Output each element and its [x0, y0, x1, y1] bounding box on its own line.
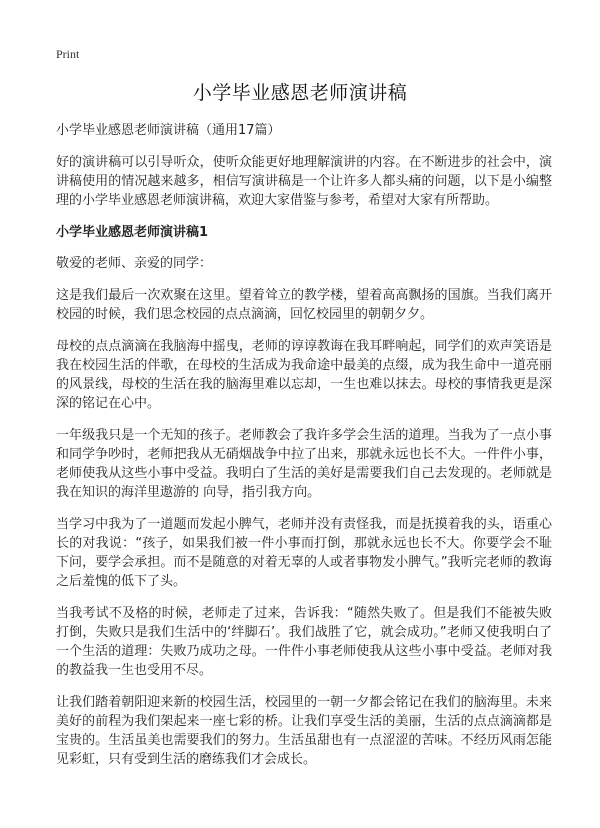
greeting: 敬爱的老师、亲爱的同学：	[56, 256, 213, 271]
section-heading: 小学毕业感恩老师演讲稿1	[56, 225, 209, 240]
body-paragraph: 让我们踏着朝阳迎来新的校园生活，校园里的一朝一夕都会铭记在我们的脑海里。未来美好的前程为我们架起来一座七彩的桥。让我们享受生活的美丽，生活的点点滴滴都是宝贵的。生活虽美也需要我们的努力。生活虽甜也有一点涩涩的苦味。不经历风雨怎能见彩虹，只有受到生活的磨练我们才会成长。	[56, 695, 552, 767]
body-paragraph: 母校的点点滴滴在我脑海中摇曳，老师的谆谆教诲在我耳畔响起，同学们的欢声笑语是我在校园生活的伴歌，在母校的生活成为我命途中最美的点缀，成为我生命中一道亮丽的风景线，母校的生活在我的脑海里难以忘却，一生也难以抹去。母校的事情我更是深深的铭记在心中。	[56, 339, 552, 411]
body-paragraph: 当我考试不及格的时候，老师走了过来，告诉我：“随然失败了。但是我们不能被失败打倒，失败只是我们生活中的‘绊脚石’。我们战胜了它，就会成功。”老师又使我明白了一个生活的道理：失败乃成功之母。一件件小事老师使我从这些小事中受益。老师对我的教益我一生也受用不尽。	[56, 606, 552, 678]
page-title: 小学毕业感恩老师演讲稿	[192, 82, 408, 104]
print-link[interactable]: Print	[56, 47, 80, 61]
body-paragraph: 一年级我只是一个无知的孩子。老师教会了我许多学会生活的道理。当我为了一点小事和同学争吵时，老师把我从无硝烟战争中拉了出来，那就永远也长不大。一件件小事，老师使我从这些小事中受益。我明白了生活的美好是需要我们自己去发现的。老师就是我在知识的海洋里遨游的 向导，指引我方向。	[56, 428, 552, 500]
document-subtitle: 小学毕业感恩老师演讲稿（通用17篇）	[56, 123, 281, 138]
body-paragraph: 当学习中我为了一道题而发起小脾气，老师并没有责怪我，而是抚摸着我的头，语重心长的对我说：“孩子，如果我们被一件小事而打倒，那就永远也长不大。你要学会不耻下问，要学会承担。而不是随意的对着无辜的人或者事物发小脾气。”我听完老师的教诲之后羞愧的低下了头。	[56, 517, 552, 589]
intro-paragraph: 好的演讲稿可以引导听众，使听众能更好地理解演讲的内容。在不断进步的社会中，演讲稿使用的情况越来越多，相信写演讲稿是一个让许多人都头痛的问题，以下是小编整理的小学毕业感恩老师演讲稿，欢迎大家借鉴与参考，希望对大家有所帮助。	[56, 155, 552, 208]
document-body	[56, 122, 552, 782]
body-paragraph: 这是我们最后一次欢聚在这里。望着耸立的教学楼，望着高高飘扬的国旗。当我们离开校园的时候，我们思念校园的点点滴滴，回忆校园里的朝朝夕夕。	[56, 288, 552, 322]
